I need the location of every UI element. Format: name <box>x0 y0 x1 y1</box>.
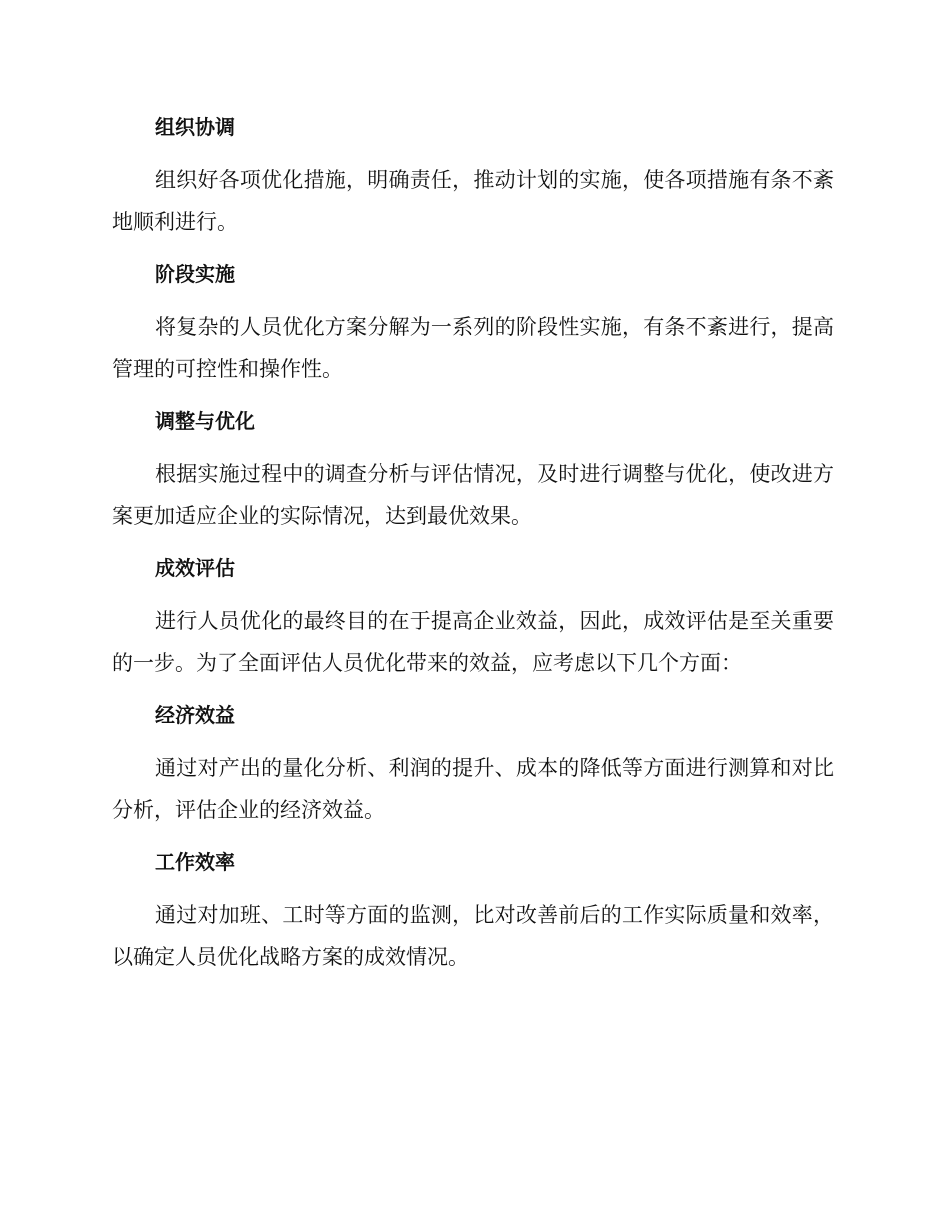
section-heading: 组织协调 <box>155 115 235 139</box>
section-heading: 成效评估 <box>155 556 235 580</box>
section-adjust-optimize <box>112 400 834 537</box>
section-paragraph: 组织好各项优化措施，明确责任，推动计划的实施，使各项措施有条不紊地顺利进行。 <box>112 168 834 234</box>
section-paragraph: 根据实施过程中的调查分析与评估情况，及时进行调整与优化，使改进方案更加适应企业的实际情况，达到最优效果。 <box>112 462 834 528</box>
section-heading: 经济效益 <box>155 703 235 727</box>
section-effectiveness-evaluation <box>112 547 834 684</box>
document-page <box>112 106 834 988</box>
section-paragraph: 通过对产出的量化分析、利润的提升、成本的降低等方面进行测算和对比分析，评估企业的经济效益。 <box>112 756 834 822</box>
section-phased-implementation <box>112 253 834 390</box>
section-heading: 调整与优化 <box>155 409 255 433</box>
section-organize-coordinate <box>112 106 834 243</box>
section-heading: 阶段实施 <box>155 262 235 286</box>
section-economic-benefit <box>112 694 834 831</box>
section-heading: 工作效率 <box>155 850 235 874</box>
section-paragraph: 通过对加班、工时等方面的监测，比对改善前后的工作实际质量和效率，以确定人员优化战略方案的成效情况。 <box>112 903 834 969</box>
section-paragraph: 进行人员优化的最终目的在于提高企业效益，因此，成效评估是至关重要的一步。为了全面评估人员优化带来的效益，应考虑以下几个方面： <box>112 609 834 675</box>
section-work-efficiency <box>112 841 834 978</box>
section-paragraph: 将复杂的人员优化方案分解为一系列的阶段性实施，有条不紊进行，提高管理的可控性和操作性。 <box>112 315 834 381</box>
